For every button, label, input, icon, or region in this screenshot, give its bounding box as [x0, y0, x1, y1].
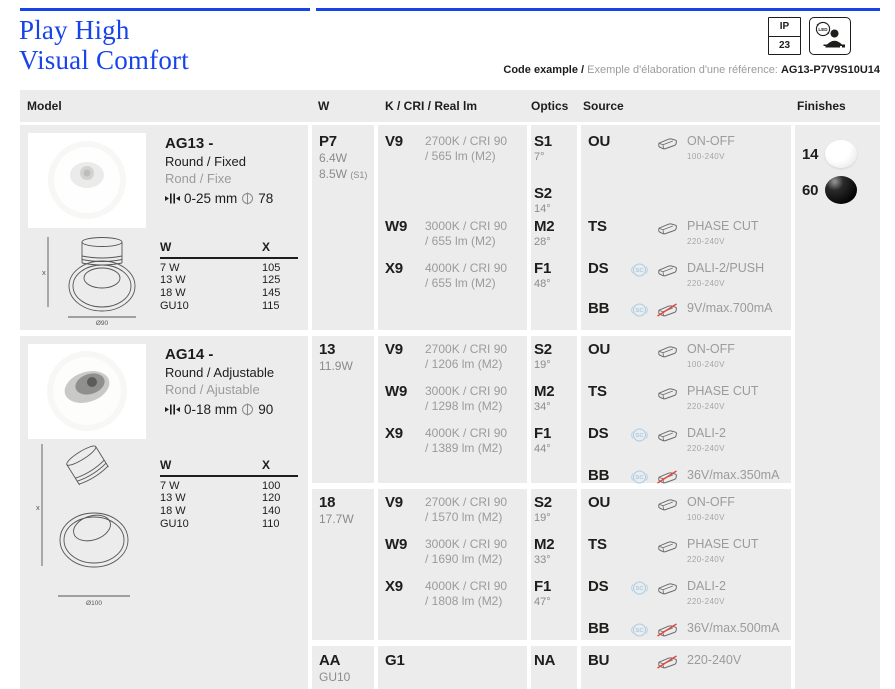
ag14-info [165, 346, 305, 417]
source-row: OU ON-OFF 100-240V [588, 341, 735, 369]
source-row: DS SC DALI-2/PUSH 220-240V [588, 260, 765, 288]
ag13-info [165, 135, 305, 206]
finish-swatch-white [825, 140, 857, 168]
led-driver-icon [656, 425, 687, 442]
ip-rating-badge [768, 17, 801, 55]
optic-entry: NA [534, 652, 556, 669]
ag13-product-photo [28, 133, 146, 228]
ip-label: IP [769, 18, 800, 37]
top-rule-right [316, 8, 880, 11]
optic-entry: S2 19° [534, 341, 552, 371]
led-driver-icon [656, 218, 687, 235]
optics-cell-gu10 [531, 646, 577, 689]
ag14-wx-col-x: X [262, 458, 271, 472]
column-header-source: Source [583, 99, 624, 113]
ag13-wx-col-x: X [262, 240, 271, 254]
table-row: GU10 110 [160, 517, 280, 530]
no-driver-icon [656, 652, 687, 669]
wattage-value: 11.9W [319, 359, 353, 373]
source-row: TS PHASE CUT 220-240V [588, 218, 759, 246]
ag13-install-specs [165, 191, 305, 206]
ag13-recess-range: 0-25 mm [184, 191, 238, 206]
svg-text:LED: LED [818, 27, 828, 32]
cct-cell-18 [378, 489, 527, 640]
led-driver-icon [656, 494, 687, 511]
source-row: BB SC 36V/max.500mA [588, 620, 780, 637]
table-row: 13 W 125 [160, 274, 281, 287]
led-driver-icon [656, 260, 687, 277]
model-cell-ag13 [20, 125, 308, 330]
finish-code: 60 [802, 181, 819, 199]
optics-cell-18 [531, 489, 577, 640]
led-driver-icon [656, 133, 687, 150]
cct-entry: X9 4000K / CRI 90 / 1389 lm (M2) [385, 425, 508, 455]
table-row: 18 W 145 [160, 287, 281, 300]
source-cell-18 [581, 489, 791, 640]
optic-entry: S2 14° [534, 185, 552, 215]
finish-code: 14 [802, 145, 819, 163]
wattage-code: 18 [319, 494, 336, 511]
source-row: DS SC DALI-2 220-240V [588, 425, 726, 453]
wattage-value: 6.4W [319, 151, 348, 165]
page-title-line2: Visual Comfort [19, 45, 189, 75]
cct-cell-p7 [378, 125, 527, 330]
optic-entry: M2 34° [534, 383, 555, 413]
code-example-label-fr: Exemple d'élaboration d'une référence: [587, 64, 781, 76]
svg-text:SC: SC [635, 628, 644, 635]
optic-entry: F1 44° [534, 425, 552, 455]
finishes-cell [795, 125, 880, 689]
recess-thickness-icon [165, 404, 180, 415]
code-example-value: AG13-P7V9S10U14 [780, 64, 880, 76]
sc-badge-icon [630, 425, 656, 444]
column-header-kcri: K / CRI / Real lm [385, 99, 478, 113]
top-rule-left [20, 8, 310, 11]
ag14-name: AG14 - [165, 346, 214, 363]
cutout-diameter-icon [241, 403, 254, 416]
cutout-diameter-icon [241, 192, 254, 205]
sc-badge-icon [630, 467, 656, 486]
finish-white [802, 140, 857, 168]
ag14-type-fr: Rond / Ajustable [165, 382, 260, 397]
optic-entry: M2 28° [534, 218, 555, 248]
source-row: TS PHASE CUT 220-240V [588, 536, 759, 564]
source-cell-13 [581, 336, 791, 483]
table-row: GU10 115 [160, 299, 280, 312]
finish-swatch-black [825, 176, 857, 204]
optic-entry: F1 48° [534, 260, 552, 290]
svg-text:SC: SC [635, 268, 644, 275]
svg-text:SC: SC [635, 433, 644, 440]
sc-badge-icon [630, 578, 656, 597]
ag13-line-drawing [38, 233, 150, 327]
optics-cell-13 [531, 336, 577, 483]
cct-cell-13 [378, 336, 527, 483]
table-row: 7 W 105 [160, 261, 281, 274]
cct-entry: X9 4000K / CRI 90 / 1808 lm (M2) [385, 578, 508, 608]
cct-entry: W9 3000K / CRI 90 / 655 lm (M2) [385, 218, 508, 248]
led-driver-icon [656, 578, 687, 595]
column-header-w: W [318, 99, 330, 113]
ag13-wx-rule [160, 257, 298, 259]
cct-entry: V9 2700K / CRI 90 / 1206 lm (M2) [385, 341, 508, 371]
ag13-wx-header [160, 240, 298, 254]
sc-badge-icon [630, 620, 656, 639]
no-driver-icon [656, 467, 687, 484]
source-cell-gu10 [581, 646, 791, 689]
optics-cell-p7 [531, 125, 577, 330]
cct-entry: V9 2700K / CRI 90 / 565 lm (M2) [385, 133, 508, 163]
model-cell-ag14 [20, 336, 308, 689]
led-serviceable-icon [812, 20, 848, 52]
page-title [19, 15, 189, 75]
ag14-product-photo [28, 344, 146, 439]
source-row: BB SC 36V/max.350mA [588, 467, 780, 484]
code-example-line [503, 64, 880, 76]
ag14-wx-col-w: W [160, 458, 172, 472]
ip-value: 23 [778, 39, 791, 51]
ag14-dim-x-label: x [36, 503, 40, 512]
ag13-type-en: Round / Fixed [165, 154, 246, 169]
finish-black [802, 176, 857, 204]
column-header-optics: Optics [531, 99, 569, 113]
column-header-finishes: Finishes [797, 99, 846, 113]
svg-text:SC: SC [635, 586, 644, 593]
optic-entry: S1 7° [534, 133, 552, 163]
ag13-dim-x-label: x [42, 268, 46, 277]
ag14-diameter-label: Ø100 [86, 600, 102, 607]
no-driver-icon [656, 620, 687, 637]
source-row: BU 220-240V [588, 652, 742, 669]
wattage-cell-18 [312, 489, 374, 640]
cct-entry: V9 2700K / CRI 90 / 1570 lm (M2) [385, 494, 508, 524]
ag13-diameter-label: Ø90 [95, 320, 109, 327]
ag13-cutout-value: 78 [258, 191, 274, 206]
optic-entry: M2 33° [534, 536, 555, 566]
wattage-cell-gu10 [312, 646, 374, 689]
ag14-wx-rule [160, 475, 298, 477]
wattage-cell-p7 [312, 125, 374, 330]
wattage-code: 13 [319, 341, 336, 358]
source-row: DS SC DALI-2 220-240V [588, 578, 726, 606]
ag14-cutout-value: 90 [258, 402, 274, 417]
wattage-cell-13 [312, 336, 374, 483]
ag14-wx-header [160, 458, 298, 472]
source-row: TS PHASE CUT 220-240V [588, 383, 759, 411]
sc-badge-icon [630, 300, 656, 319]
no-driver-icon [656, 300, 687, 317]
cct-entry: G1 [385, 652, 405, 669]
source-row: BB SC 9V/max.700mA [588, 300, 773, 317]
wattage-value: 17.7W [319, 512, 354, 526]
cct-entry: W9 3000K / CRI 90 / 1690 lm (M2) [385, 536, 508, 566]
ag13-type-fr: Rond / Fixe [165, 171, 232, 186]
page-title-line1: Play High [19, 15, 130, 45]
ag14-line-drawing [32, 438, 150, 613]
ag14-install-specs [165, 402, 305, 417]
source-row: OU ON-OFF 100-240V [588, 494, 735, 522]
wattage-code: AA [319, 652, 341, 669]
led-driver-icon [656, 341, 687, 358]
wattage-value: GU10 [319, 670, 351, 684]
table-row: 13 W 120 [160, 492, 281, 505]
ag13-wx-col-w: W [160, 240, 172, 254]
source-cell-p7 [581, 125, 791, 330]
optic-entry: F1 47° [534, 578, 552, 608]
table-row: 7 W 100 [160, 479, 281, 492]
ag13-wx-table [160, 240, 298, 313]
recess-thickness-icon [165, 193, 180, 204]
code-example-label-en: Code example / [503, 64, 588, 76]
led-serviceable-badge [809, 17, 851, 55]
optic-entry: S2 19° [534, 494, 552, 524]
led-driver-icon [656, 383, 687, 400]
ag14-type-en: Round / Adjustable [165, 365, 275, 380]
svg-text:SC: SC [635, 308, 644, 315]
svg-text:SC: SC [635, 475, 644, 482]
ag13-name: AG13 - [165, 135, 214, 152]
cct-entry: W9 3000K / CRI 90 / 1298 lm (M2) [385, 383, 508, 413]
cct-entry: X9 4000K / CRI 90 / 655 lm (M2) [385, 260, 508, 290]
wattage-code: P7 [319, 133, 337, 150]
wattage-value-s1: 8.5W (S1) [319, 167, 368, 181]
ag14-wx-table [160, 458, 298, 531]
cct-cell-gu10 [378, 646, 527, 689]
ag14-recess-range: 0-18 mm [184, 402, 238, 417]
sc-badge-icon [630, 260, 656, 279]
column-header-model: Model [27, 99, 62, 113]
table-row: 18 W 140 [160, 505, 281, 518]
source-row: OU ON-OFF 100-240V [588, 133, 735, 161]
led-driver-icon [656, 536, 687, 553]
